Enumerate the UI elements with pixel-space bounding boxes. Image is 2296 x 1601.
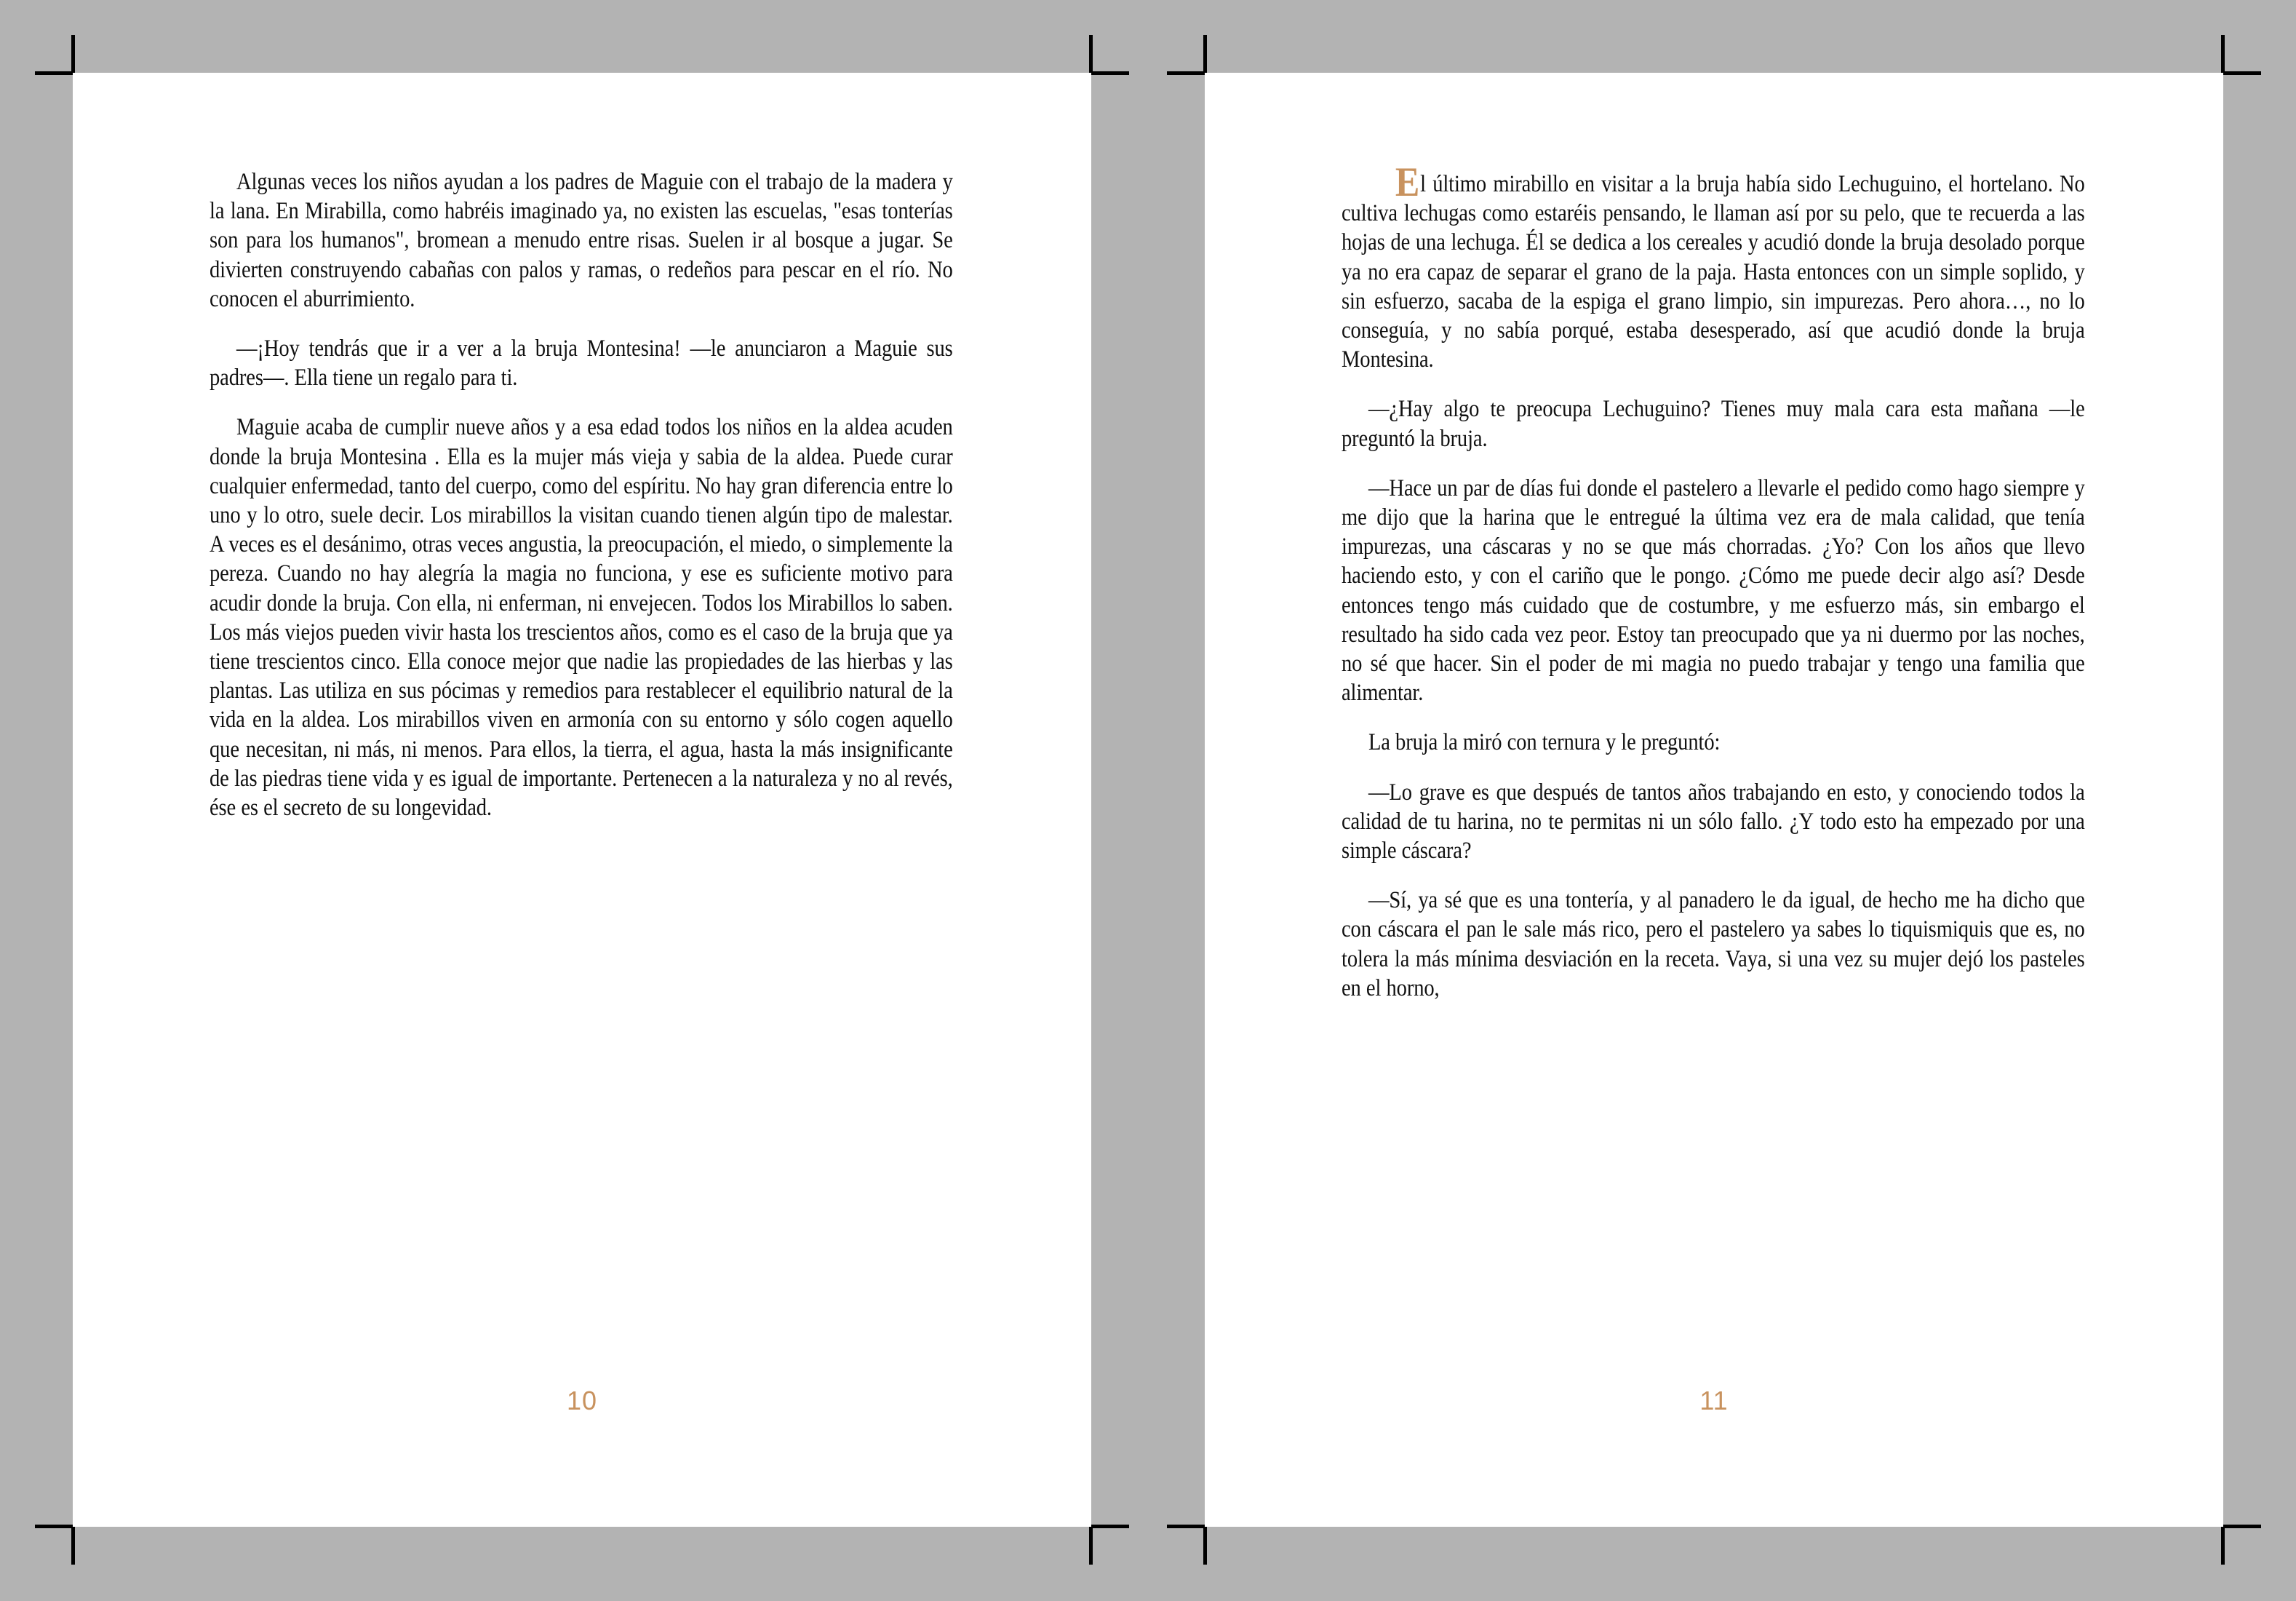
paragraph: Maguie acaba de cumplir nueve años y a esa edad todos los niños en la aldea acuden donde la bruja Montesina . Ella es la mujer más vieja y sabia de la aldea. Puede curar cualquier enfermedad, tanto del cuerpo, como del espíritu. No hay gran diferencia entre lo uno y lo otro, suele decir. Los mirabillos la visitan cuando tienen algún tipo de malestar. A veces es el desánimo, otras veces angustia, la preocupación, el miedo, o simplemente la pereza. Cuando no hay alegría la magia no funciona, y ese es suficiente motivo para acudir donde la bruja. Con ella, ni enferman, ni envejecen. Todos los Mirabillos lo saben. Los más viejos pueden vivir hasta los trescientos años, como es el caso de la bruja que ya tiene trescientos cinco. Ella conoce mejor que nadie las propiedades de las hierbas y las plantas. Las utiliza en sus pócimas y remedios para restablecer el equilibrio natural de la vida en la aldea. Los mirabillos viven en armonía con su entorno y sólo cogen aquello que necesitan, ni más, ni menos. Para ellos, la tierra, el agua, hasta la más insignificante de las piedras tiene vida y es igual de importante. Pertenecen a la naturaleza y no al revés, ése es el secreto de su longevidad. <box>210 414 953 822</box>
text-block-right <box>1342 159 2085 1003</box>
text-block-left <box>210 167 953 822</box>
paragraph-with-dropcap <box>1342 159 2085 374</box>
page-number-left: 10 <box>566 1386 598 1415</box>
paragraph: —Hace un par de días fui donde el pastelero a llevarle el pedido como hago siempre y me dijo que la harina que le entregué la última vez era de mala calidad, que tenía impurezas, una cáscaras y no se que más chorradas. ¿Yo? Con los años que llevo haciendo esto, y con el cariño que le pongo. ¿Cómo me puede decir algo así? Desde entonces tengo más cuidado que de costumbre, y me esfuerzo más, sin embargo el resultado ha sido cada vez peor. Estoy tan preocupado que ya ni duermo por las noches, no sé que hacer. Sin el poder de mi magia no puedo trabajar y tengo una familia que alimentar. <box>1342 474 2085 707</box>
paragraph-text: l último mirabillo en visitar a la bruja había sido Lechuguino, el hortelano. No cultiva lechugas como estaréis pensando, le llaman así por su pelo, que te recuerda a las hojas de una lechuga. Él se dedica a los cereales y acudió donde la bruja desolado porque ya no era capaz de separar el grano de la paja. Hasta entonces con un simple soplido, y sin esfuerzo, sacaba de la espiga el grano limpio, sin impurezas. Pero ahora…, no lo conseguía, y no sabía porqué, estaba desesperado, así que acudió donde la bruja Montesina. <box>1342 171 2085 373</box>
paragraph: —Lo grave es que después de tantos años trabajando en esto, y conociendo todos la calidad de tu harina, no te permitas ni un sólo fallo. ¿Y todo esto ha empezado por una simple cáscara? <box>1342 779 2085 865</box>
page-number-right: 11 <box>1699 1386 1729 1415</box>
drop-cap-letter: E <box>1368 167 1419 199</box>
paragraph: —Sí, ya sé que es una tontería, y al panadero le da igual, de hecho me ha dicho que con cáscara el pan le sale más rico, pero el pastelero ya sabes lo tiquismiquis que es, no tolera la más mínima desviación en la receta. Vaya, si una vez su mujer dejó los pasteles en el horno, <box>1342 887 2085 1001</box>
page-right <box>1205 73 2223 1527</box>
page-left <box>73 73 1091 1527</box>
paragraph: La bruja la miró con ternura y le preguntó: <box>1368 729 1721 756</box>
paragraph: —¿Hay algo te preocupa Lechuguino? Tienes muy mala cara esta mañana —le preguntó la bruja. <box>1342 396 2085 452</box>
paragraph: —¡Hoy tendrás que ir a ver a la bruja Montesina! —le anunciaron a Maguie sus padres—. Ella tiene un regalo para ti. <box>210 335 953 392</box>
paragraph: Algunas veces los niños ayudan a los padres de Maguie con el trabajo de la madera y la lana. En Mirabilla, como habréis imaginado ya, no existen las escuelas, "esas tonterías son para los humanos", bromean a menudo entre risas. Suelen ir al bosque a jugar. Se divierten construyendo cabañas con palos y ramas, o redeños para pescar en el río. No conocen el aburrimiento. <box>210 169 953 312</box>
